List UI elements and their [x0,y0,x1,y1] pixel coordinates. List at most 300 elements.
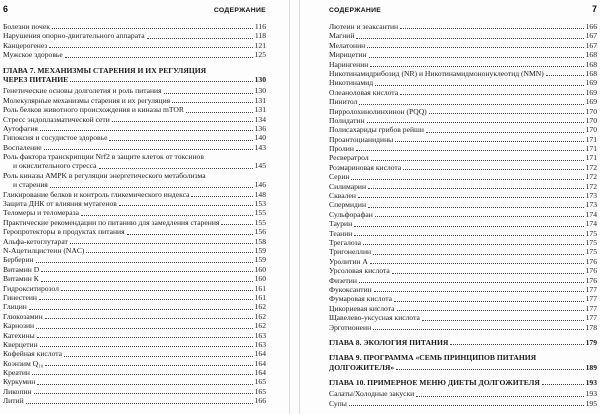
toc-entry-label: Магний [329,31,355,41]
toc-entry [329,31,597,40]
toc-entry-page: 171 [585,134,597,144]
page-number-right: 7 [591,4,597,14]
dot-leader [81,215,253,216]
toc-entry [329,219,597,228]
toc-entry [3,208,266,217]
toc-entry [3,377,266,386]
toc-entry-label: Серин [329,172,350,182]
dot-leader [371,160,584,161]
dot-leader [351,179,583,180]
dot-leader [392,273,584,274]
toc-entry-label: Проантоцианидины [329,134,394,144]
toc-entry-label: Щавелево-уксусная кислота [329,313,420,323]
toc-entry [329,107,597,116]
dot-leader [356,150,584,151]
dot-leader [186,112,253,113]
toc-entry-page: 193 [585,378,597,388]
toc-entry-page: 167 [585,31,597,41]
toc-entry-label: Генетические основы долголетия и роль питания [3,86,162,96]
toc-entry [3,86,266,95]
toc-entry-page: 164 [254,349,266,359]
toc-list-left [3,22,266,406]
toc-entry [3,171,266,180]
toc-entry [329,182,597,191]
toc-entry [329,163,597,172]
toc-entry [329,116,597,125]
dot-leader [359,104,583,105]
dot-leader [359,282,584,283]
toc-entry [329,313,597,322]
toc-entry-page: 116 [254,22,266,31]
dot-leader [349,405,584,406]
toc-entry [329,304,597,313]
toc-chapter-line [329,363,597,372]
toc-entry-page: 169 [585,97,597,107]
toc-entry-page: 168 [585,50,597,60]
toc-entry-page: 161 [254,292,266,302]
toc-list-right [329,22,597,408]
toc-entry-label: Фумаровая кислота [329,294,393,304]
toc-entry [329,323,597,332]
toc-entry-page: 162 [254,311,266,321]
toc-entry-label: Воспаление [3,142,42,152]
toc-entry-page: 161 [254,283,266,293]
toc-entry [3,152,266,161]
dot-leader [396,369,583,370]
toc-entry-page: 145 [254,161,266,171]
toc-entry-page: 171 [585,153,597,163]
toc-entry-page: 136 [254,123,266,133]
toc-entry-label: Ликопин [3,386,32,396]
dot-leader [45,365,252,366]
toc-entry-page: 171 [585,144,597,154]
dot-leader [422,320,584,321]
toc-entry-page: 167 [585,40,597,50]
toc-entry-page: 160 [254,274,266,284]
toc-entry-label: Теанин [329,228,353,238]
toc-entry-label: ДОЛГОЖИТЕЛЯ» [329,362,395,372]
toc-entry [3,143,266,152]
toc-entry-page: 140 [254,133,266,143]
toc-entry-page: 170 [585,106,597,116]
toc-entry-label: Мелатонин [329,40,366,50]
toc-entry-page: 175 [585,237,597,247]
dot-leader [86,252,252,253]
toc-entry [329,88,597,97]
dot-leader [37,337,253,338]
toc-entry-page: 148 [254,189,266,199]
toc-entry [3,115,266,124]
dot-leader [367,47,583,48]
dot-leader [426,132,584,133]
toc-entry [329,229,597,238]
toc-entry-label: Полисахариды грибов рейши [329,125,424,135]
toc-entry-label: Куркумин [3,377,36,387]
toc-entry-label: Карнозин [3,321,35,331]
toc-entry [329,144,597,153]
toc-entry-page: 131 [254,105,266,115]
dot-leader [36,262,253,263]
dot-leader [373,329,583,330]
page-right [300,0,600,414]
toc-entry-page: 118 [254,31,266,41]
dot-leader [41,281,253,282]
toc-entry-label: Таурин [329,219,353,229]
toc-chapter-line [329,338,597,347]
dot-leader [375,216,584,217]
dot-leader [26,403,253,404]
toc-entry-label: Витамин К [3,274,39,284]
dot-leader [374,291,584,292]
toc-entry [3,246,266,255]
toc-entry-page: 162 [254,302,266,312]
dot-leader [370,66,583,67]
toc-entry-label: Физетин [329,275,357,285]
dot-leader [394,301,584,302]
toc-entry-label: Трегалоза [329,237,362,247]
toc-entry-page: 193 [585,389,597,399]
toc-entry [3,31,266,40]
dot-leader [542,384,584,385]
toc-entry-label: Витамин D [3,264,40,274]
toc-entry-page: 169 [585,78,597,88]
dot-leader [127,234,253,235]
toc-entry-page: 179 [585,337,597,347]
dot-leader [164,93,253,94]
toc-entry-page: 172 [585,162,597,172]
toc-entry [3,199,266,208]
dot-leader [40,346,253,347]
dot-leader [41,271,252,272]
toc-entry-page: 176 [585,266,597,276]
dot-leader [44,149,253,150]
dot-leader [32,374,253,375]
toc-entry [3,161,266,170]
toc-entry [3,284,266,293]
toc-entry-label: Олеаноловая кислота [329,87,399,97]
dot-leader [39,299,253,300]
toc-entry-page: 170 [585,125,597,135]
dot-leader [70,243,253,244]
dot-leader [400,94,584,95]
toc-entry-label: Никотинамидрибозид (NR) и Никотинамидмононуклеотид (NMN) [329,68,544,78]
toc-entry-page: 159 [254,255,266,265]
toc-entry-label: Глицин [3,302,27,312]
toc-entry [3,50,266,59]
page-number-left: 6 [3,4,9,14]
dot-leader [403,169,583,170]
toc-entry-label: Болезни почек [3,22,50,31]
toc-entry-label: и старения [13,180,48,190]
toc-entry [3,41,266,50]
toc-entry [3,349,266,358]
toc-entry-label: Супы [329,398,347,408]
toc-entry-page: 163 [254,330,266,340]
toc-entry-label: Тригонеллин [329,247,372,257]
toc-entry [3,293,266,302]
toc-entry-page: 125 [254,50,266,60]
toc-entry-page: 166 [585,22,597,31]
dot-leader [221,224,252,225]
toc-entry-label: Защита ДНК от влияния мутагенов [3,199,117,209]
dot-leader [370,263,584,264]
toc-entry [329,78,597,87]
toc-entry-page: 168 [585,68,597,78]
toc-entry-page: 164 [254,358,266,368]
toc-entry-label: Сульфорафан [329,209,373,219]
toc-entry [329,50,597,59]
dot-leader [546,75,584,76]
dot-leader [29,309,253,310]
dot-leader [34,393,253,394]
dot-leader [373,254,584,255]
dot-leader [172,102,252,103]
toc-entry-label: Роль фактора транскрипции Nrf2 в защите клеток от токсинов [3,152,204,162]
toc-entry-label: N-Ацетилцистеин (NAC) [3,245,85,255]
dot-leader [99,168,253,169]
dot-leader [52,28,253,29]
toc-entry [3,237,266,246]
toc-entry-page: 158 [254,236,266,246]
toc-entry-page: 143 [254,142,266,152]
toc-entry [329,247,597,256]
toc-entry [329,22,597,31]
toc-entry-label: Нарингенин [329,59,369,69]
toc-entry-label: Полидатин [329,115,365,125]
toc-entry-page: 146 [254,180,266,190]
toc-entry-label: Розмариновая кислота [329,162,402,172]
toc-entry-page: 195 [585,398,597,408]
page-left [0,0,290,414]
toc-entry-label: Кверцетин [3,339,38,349]
toc-entry-page: 174 [585,209,597,219]
toc-entry-label: Литий [3,396,24,406]
toc-entry-label: Аутофагия [3,123,38,133]
dot-leader [395,141,583,142]
toc-entry-label: и окислительного стресса [13,161,97,171]
dot-leader [65,57,253,58]
toc-entry [3,124,266,133]
toc-entry-label: Гинестеин [3,292,37,302]
toc-entry-page: 175 [585,247,597,257]
toc-entry-label: Мужское здоровье [3,50,63,60]
dot-leader [119,205,253,206]
toc-entry [329,153,597,162]
toc-entry-page: 160 [254,264,266,274]
toc-entry [329,276,597,285]
toc-entry-label: Цикориевая кислота [329,303,395,313]
dot-leader [37,384,252,385]
toc-entry [329,135,597,144]
toc-entry [329,191,597,200]
toc-entry-page: 173 [585,200,597,210]
dot-leader [450,344,583,345]
toc-entry [3,255,266,264]
toc-entry [329,41,597,50]
toc-entry-label: ЧЕРЕЗ ПИТАНИЕ [3,74,69,84]
toc-entry [329,210,597,219]
toc-entry-label: Ресвератрол [329,153,369,163]
toc-entry-label: Силимарин [329,181,367,191]
toc-entry-label: Уролитин А [329,256,368,266]
toc-chapter-line [3,75,266,84]
toc-entry [329,257,597,266]
dot-leader [369,57,584,58]
toc-entry-label: Практические рекомендации по питанию для замедления старения [3,217,220,227]
toc-entry-label: ГЛАВА 9. ПРОГРАММА «СЕМЬ ПРИНЦИПОВ ПИТАНИЯ [329,353,537,363]
dot-leader [49,47,252,48]
toc-entry-page: 172 [585,172,597,182]
toc-entry-label: Лютеин и зеаксантин [329,22,399,31]
dot-leader [368,207,584,208]
toc-entry-page: 130 [254,74,266,84]
toc-entry-page: 173 [585,191,597,201]
toc-entry-page: 131 [254,95,266,105]
toc-entry [3,227,266,236]
toc-entry [3,312,266,321]
toc-entry-label: Роль белков животного происхождения и киназы mTOR [3,105,184,115]
dot-leader [358,197,584,198]
toc-entry-label: Гидрокситирозол [3,283,59,293]
toc-entry-label: Стресс эндоплазматической сети [3,114,110,124]
toc-entry [3,368,266,377]
dot-leader [45,318,253,319]
toc-entry-page: 178 [585,322,597,332]
toc-entry [3,396,266,405]
dot-leader [64,356,253,357]
toc-entry-label: Креатин [3,368,30,378]
toc-entry-page: 155 [254,208,266,218]
toc-chapter-line [329,353,597,362]
toc-entry [329,60,597,69]
toc-entry [3,180,266,189]
toc-entry [3,387,266,396]
dot-leader [356,38,583,39]
toc-entry [329,389,597,398]
toc-entry [3,133,266,142]
toc-entry-label: Пирролохинолинхинон (PQQ) [329,106,427,116]
toc-entry-page: 169 [585,87,597,97]
toc-entry-page: 174 [585,219,597,229]
dot-leader [147,38,253,39]
toc-entry [3,274,266,283]
running-head-right [329,4,597,14]
dot-leader [354,226,583,227]
toc-entry-page: 177 [585,284,597,294]
toc-entry-label: ГЛАВА 10. ПРИМЕРНОЕ МЕНЮ ДИЕТЫ ДОЛГОЖИТЕЛЯ [329,378,540,388]
dot-leader [429,113,584,114]
toc-entry [3,105,266,114]
toc-entry-page: 162 [254,321,266,331]
toc-entry-label: Урсоловая кислота [329,266,390,276]
toc-entry-label: Глюкозамин [3,311,43,321]
toc-entry-page: 164 [254,368,266,378]
toc-entry-page: 170 [585,115,597,125]
running-head-title-left: СОДЕРЖАНИЕ [213,7,266,14]
toc-entry [329,285,597,294]
toc-entry [329,399,597,408]
toc-entry-label: Сквален [329,191,356,201]
toc-entry [329,69,597,78]
toc-entry [329,172,597,181]
toc-entry [329,125,597,134]
toc-entry-page: 153 [254,199,266,209]
toc-entry-page: 177 [585,294,597,304]
toc-chapter-line [3,66,266,75]
toc-entry-page: 165 [254,377,266,387]
toc-entry-label: Салаты/Холодные закуски [329,389,415,399]
dot-leader [112,121,253,122]
toc-entry [329,266,597,275]
toc-entry-label: Альфа-кетоглутарат [3,236,68,246]
toc-entry-label: Канцерогенез [3,40,48,50]
dot-leader [363,244,584,245]
toc-entry [329,97,597,106]
toc-entry-label: Молекулярные механизмы старения и их регуляция [3,95,171,105]
toc-entry-label: Гликирование белков и контроль гликемического индекса [3,189,190,199]
toc-entry-page: 175 [585,228,597,238]
toc-entry-page: 130 [254,86,266,96]
toc-entry-label: Кофейная кислота [3,349,63,359]
toc-entry-page: 176 [585,275,597,285]
toc-entry-label: Фукоксантин [329,284,372,294]
toc-entry [329,294,597,303]
dot-leader [191,196,252,197]
toc-entry-label: Пролин [329,144,354,154]
dot-leader [50,187,253,188]
dot-leader [61,290,253,291]
toc-entry [3,321,266,330]
toc-entry-page: 155 [254,217,266,227]
toc-entry-label: ГЛАВА 8. ЭКОЛОГИЯ ПИТАНИЯ [329,337,449,347]
dot-leader [397,310,584,311]
toc-entry [329,238,597,247]
toc-entry [3,265,266,274]
toc-entry-page: 176 [585,256,597,266]
toc-entry-label: ГЛАВА 7. МЕХАНИЗМЫ СТАРЕНИЯ И ИХ РЕГУЛЯЦИЯ [3,65,207,75]
dot-leader [368,188,584,189]
toc-entry-label: Теломеры и теломераза [3,208,79,218]
toc-entry-label: Геропротекторы в продуктах питания [3,227,125,237]
toc-entry-label: Никотинамид [329,78,374,88]
toc-chapter-line [329,378,597,387]
toc-entry-label: Катехины [3,330,35,340]
toc-entry [3,340,266,349]
toc-entry-page: 156 [254,227,266,237]
toc-entry-label: Роль киназы AMPK в регуляции энергетического метаболизма [3,170,206,180]
running-head-left [3,4,266,14]
dot-leader [109,140,252,141]
toc-entry-label: Гипоксия и сосудистое здоровье [3,133,108,143]
toc-entry-page: 168 [585,59,597,69]
toc-entry-page: 166 [254,396,266,406]
dot-leader [400,28,584,29]
toc-entry-label: Мирицетин [329,50,367,60]
toc-entry-page: 163 [254,339,266,349]
toc-entry-page: 177 [585,313,597,323]
toc-entry [3,218,266,227]
dot-leader [416,396,583,397]
toc-entry-label: Берберин [3,255,34,265]
running-head-title-right: СОДЕРЖАНИЕ [329,7,382,14]
toc-entry-page: 159 [254,245,266,255]
toc-entry [3,96,266,105]
toc-entry-page: 177 [585,303,597,313]
toc-entry-page: 121 [254,40,266,50]
dot-leader [375,85,584,86]
toc-entry [3,22,266,31]
toc-entry-label: Пинитол [329,97,358,107]
